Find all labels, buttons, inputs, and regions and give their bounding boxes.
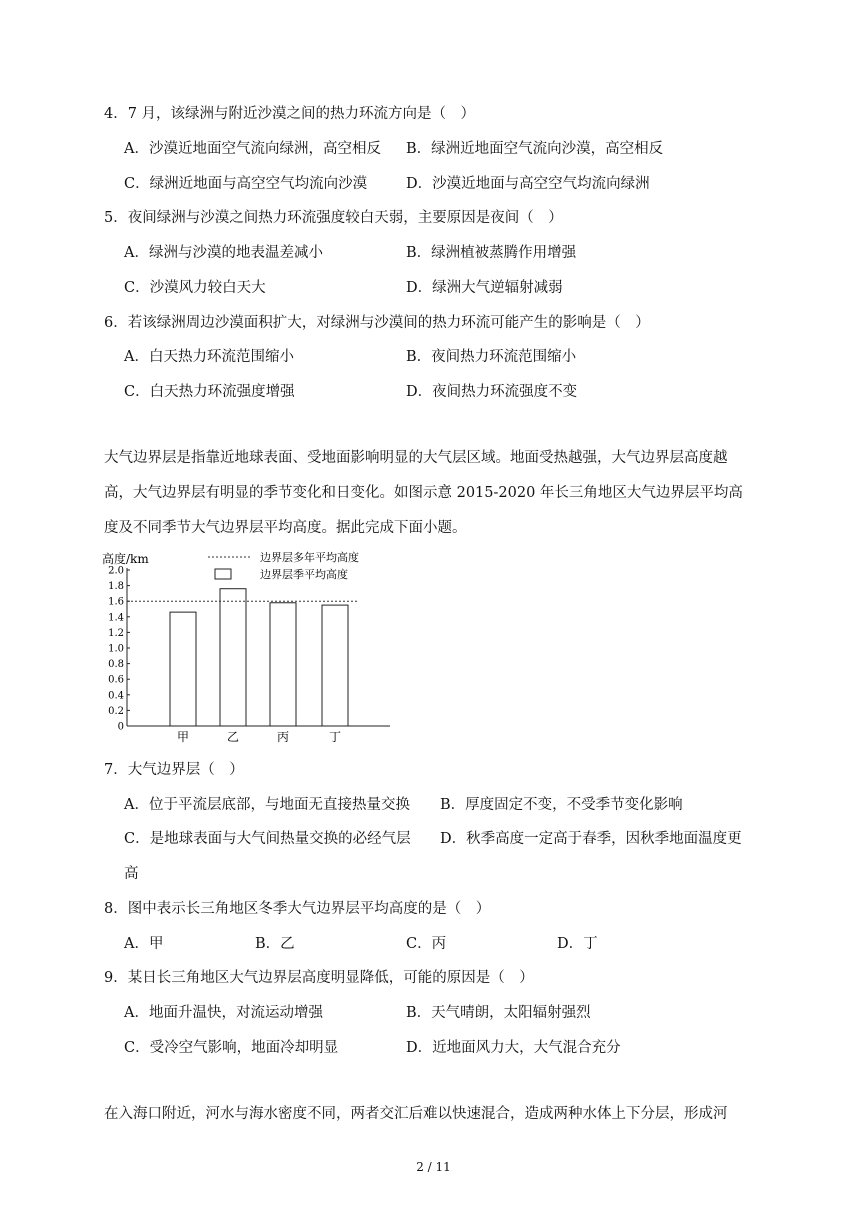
intro-line-1: 大气边界层是指靠近地球表面、受地面影响明显的大气层区域。地面受热越强，大气边界层高度越 <box>104 450 728 466</box>
intro-line-2: 高，大气边界层有明显的季节变化和日变化。如图示意 2015-2020 年长三角地区大气边界层平均高 <box>104 485 743 501</box>
y-tick-label: 0.8 <box>108 659 124 671</box>
q7-option-b: B．厚度固定不变，不受季节变化影响 <box>440 797 683 813</box>
q4-option-d: D．沙漠近地面与高空空气均流向绿洲 <box>406 176 650 192</box>
q4-stem: 4．7 月，该绿洲与附近沙漠之间的热力环流方向是（ ） <box>104 106 476 122</box>
legend-bar-swatch <box>215 569 231 579</box>
q8-option-c: C．丙 <box>406 936 447 952</box>
q7-option-d-continued: 高 <box>124 866 139 882</box>
q4-option-a: A．沙漠近地面空气流向绿洲，高空相反 <box>124 141 381 157</box>
bar <box>220 589 246 726</box>
closing-line-1: 在入海口附近，河水与海水密度不同，两者交汇后难以快速混合，造成两种水体上下分层，形成河 <box>104 1106 728 1122</box>
page-number: 2 / 11 <box>416 1160 451 1174</box>
x-tick-label: 甲 <box>176 730 190 744</box>
q8-stem: 8．图中表示长三角地区冬季大气边界层平均高度的是（ ） <box>104 901 491 917</box>
q9-option-c: C．受冷空气影响，地面冷却明显 <box>124 1040 339 1056</box>
q7-stem: 7．大气边界层（ ） <box>104 762 244 778</box>
x-tick-label: 乙 <box>226 730 240 744</box>
y-tick-label: 1.6 <box>108 596 124 608</box>
y-tick-label: 1.0 <box>108 643 124 655</box>
q8-option-a: A．甲 <box>124 936 164 952</box>
q7-option-d: D．秋季高度一定高于春季，因秋季地面温度更 <box>440 831 742 847</box>
q9-stem: 9．某日长三角地区大气边界层高度明显降低，可能的原因是（ ） <box>104 970 534 986</box>
legend-bar-label: 边界层季平均高度 <box>260 568 348 581</box>
y-axis-label: 高度/km <box>102 552 149 566</box>
bar <box>322 605 348 726</box>
q7-option-a: A．位于平流层底部，与地面无直接热量交换 <box>124 797 410 813</box>
q6-stem: 6．若该绿洲周边沙漠面积扩大，对绿洲与沙漠间的热力环流可能产生的影响是（ ） <box>104 315 650 331</box>
bar <box>170 612 196 726</box>
y-tick-label: 0.6 <box>108 674 124 686</box>
q8-option-b: B．乙 <box>255 936 295 952</box>
bar <box>270 603 296 726</box>
q6-option-a: A．白天热力环流范围缩小 <box>124 349 294 365</box>
q6-option-d: D．夜间热力环流强度不变 <box>406 384 578 400</box>
q4-option-c: C．绿洲近地面与高空空气均流向沙漠 <box>124 176 368 192</box>
y-tick-label: 0.4 <box>108 690 124 702</box>
q9-option-d: D．近地面风力大，大气混合充分 <box>406 1040 621 1056</box>
y-tick-label: 1.8 <box>108 581 124 593</box>
y-tick-label: 1.2 <box>108 627 124 639</box>
q4-option-b: B．绿洲近地面空气流向沙漠，高空相反 <box>406 141 664 157</box>
intro-line-3: 度及不同季节大气边界层平均高度。据此完成下面小题。 <box>104 520 467 536</box>
q5-option-b: B．绿洲植被蒸腾作用增强 <box>406 245 577 261</box>
x-tick-label: 丙 <box>276 730 290 744</box>
y-tick-label: 0 <box>117 721 124 733</box>
legend-line-label: 边界层多年平均高度 <box>260 551 359 564</box>
q6-option-c: C．白天热力环流强度增强 <box>124 384 295 400</box>
y-tick-label: 2.0 <box>108 565 124 577</box>
y-tick-label: 1.4 <box>108 612 124 624</box>
q5-stem: 5．夜间绿洲与沙漠之间热力环流强度较白天弱，主要原因是夜间（ ） <box>104 210 563 226</box>
x-tick-label: 丁 <box>328 730 342 744</box>
q5-option-d: D．绿洲大气逆辐射减弱 <box>406 280 563 296</box>
q9-option-a: A．地面升温快，对流运动增强 <box>124 1005 323 1021</box>
boundary-layer-chart <box>100 547 400 747</box>
q5-option-a: A．绿洲与沙漠的地表温差减小 <box>124 245 323 261</box>
y-tick-label: 0.2 <box>108 705 124 717</box>
q6-option-b: B．夜间热力环流范围缩小 <box>406 349 577 365</box>
q7-option-c: C．是地球表面与大气间热量交换的必经气层 <box>124 831 411 847</box>
q8-option-d: D．丁 <box>557 936 598 952</box>
q9-option-b: B．天气晴朗，太阳辐射强烈 <box>406 1005 591 1021</box>
q5-option-c: C．沙漠风力较白天大 <box>124 280 266 296</box>
